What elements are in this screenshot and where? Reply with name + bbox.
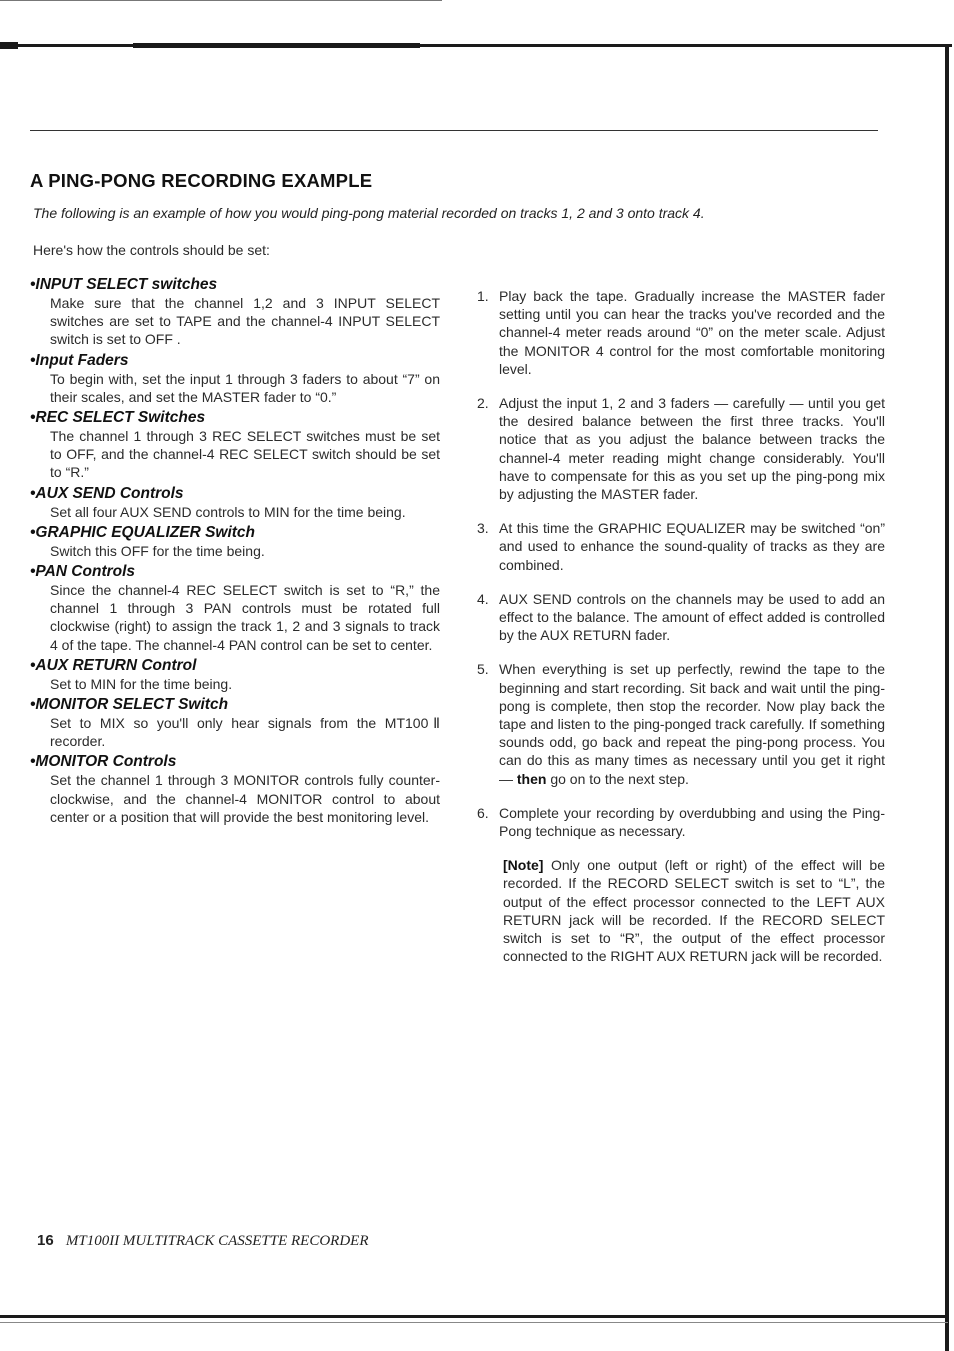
step-item [477, 519, 885, 574]
step-number: 6. [477, 804, 489, 821]
page-number: 16 [37, 1232, 54, 1249]
control-settings-column [30, 275, 440, 828]
section-body: Set all four AUX SEND controls to MIN for the time being. [50, 503, 406, 520]
step-text: Adjust the input 1, 2 and 3 faders — carefully — until you get the desired balance between the first three tracks. You'll notice that as you adjust the balance between tracks the channel-4 meter reading might change considerably. You'll have to compensate for this as you set up the ping-pong mix by adjusting the MASTER fader. [499, 395, 885, 503]
step-item [477, 394, 885, 503]
section-graphic-eq [30, 523, 440, 560]
step-item [477, 287, 885, 378]
lead-text: Here's how the controls should be set: [33, 242, 270, 258]
step-text-part: When everything is set up perfectly, rewind the tape to the beginning and start recording. Sit back and wait until the ping-pong is complete, then stop the recorder. Now play back the tape and listen to the ping-ponged track carefully. If something sounds odd, go back and repeat the ping-pong process. You can do this as many times as necessary until you get it right — [499, 661, 885, 787]
section-body: To begin with, set the input 1 through 3 faders to about “7” on their scales, and set the MASTER fader to “0.” [50, 370, 440, 405]
step-item [477, 590, 885, 645]
section-title: •MONITOR Controls [30, 753, 177, 771]
procedure-column [477, 287, 885, 966]
step-number: 5. [477, 661, 489, 678]
page-footer [37, 1232, 368, 1250]
intro-text: The following is an example of how you would ping-pong material recorded on tracks 1, 2 and 3 onto track 4. [33, 205, 705, 221]
section-input-select [30, 275, 440, 349]
header-rule-mark-left [0, 42, 18, 49]
step-number: 3. [477, 520, 489, 537]
section-title: •Input Faders [30, 351, 129, 369]
section-body: Switch this OFF for the time being. [50, 542, 265, 559]
section-aux-return [30, 656, 440, 693]
section-title: •AUX SEND Controls [30, 484, 184, 502]
section-body: The channel 1 through 3 REC SELECT switches must be set to OFF, and the channel-4 REC SELECT switch should be set to “R.” [50, 428, 440, 481]
step-text: Play back the tape. Gradually increase the MASTER fader setting until you can hear the tracks you've recorded and the channel-4 meter reads around “0” on the meter scale. Adjust the MONITOR 4 control for the most comfortable monitoring level. [499, 288, 885, 377]
step-text: Complete your recording by overdubbing and using the Ping-Pong technique as necessary. [499, 804, 885, 840]
step-number: 4. [477, 590, 489, 607]
step-item [477, 660, 885, 787]
note-label: [Note] [503, 857, 544, 874]
section-body: Since the channel-4 REC SELECT switch is set to “R,” the channel 1 through 3 PAN controls must be rotated full clockwise (right) to assign the track 1, 2 and 3 signals to track 4 of the tape. The channel-4 PAN control can be set to center. [50, 582, 440, 653]
step-text-part: go on to the next step. [546, 770, 689, 787]
section-body: Set the channel 1 through 3 MONITOR controls fully counter-clockwise, and the channel-4 MONITOR control to about center or a position that will provide the best monitoring level. [50, 772, 440, 825]
step-item [477, 804, 885, 840]
top-thin-rule [0, 0, 442, 1]
section-body: Make sure that the channel 1,2 and 3 INPUT SELECT switches are set to TAPE and the channel-4 INPUT SELECT switch is set to OFF . [50, 295, 440, 348]
title-rule [30, 130, 878, 131]
section-pan [30, 562, 440, 654]
page-edge-rule [945, 46, 949, 1351]
section-rec-select [30, 408, 440, 482]
section-title: •PAN Controls [30, 563, 136, 581]
note-block [503, 856, 885, 965]
page-title: A PING-PONG RECORDING EXAMPLE [30, 170, 373, 191]
step-text [499, 660, 885, 787]
footer-thin-rule [0, 1322, 948, 1323]
section-title: •MONITOR SELECT Switch [30, 696, 229, 714]
section-input-faders [30, 351, 440, 406]
section-aux-send [30, 484, 440, 521]
section-title: •GRAPHIC EQUALIZER Switch [30, 523, 256, 541]
step-text: At this time the GRAPHIC EQUALIZER may be switched “on” and used to enhance the sound-quality of tracks as they are combined. [499, 520, 885, 573]
step-number: 2. [477, 395, 489, 412]
section-body: Set to MIN for the time being. [50, 675, 233, 692]
section-body: Set to MIX so you'll only hear signals from the MT100Ⅱ recorder. [50, 715, 440, 750]
header-rule-mark-mid [133, 43, 420, 48]
section-title: •AUX RETURN Control [30, 656, 197, 674]
footer-title: MT100II MULTITRACK CASSETTE RECORDER [65, 1233, 369, 1249]
step-text: AUX SEND controls on the channels may be used to add an effect to the balance. The amount of effect added is controlled by the AUX RETURN fader. [499, 590, 885, 644]
footer-rule [0, 1315, 948, 1318]
section-title: •REC SELECT Switches [30, 409, 206, 427]
step-number: 1. [477, 288, 489, 304]
note-body: Only one output (left or right) of the effect will be recorded. If the RECORD SELECT switch is set to “L”, the output of the effect processor connected to the LEFT AUX RETURN jack will be recorded. If the RECORD SELECT switch is set to “R”, the output of the effect processor connected to the RIGHT AUX RETURN jack will be recorded. [503, 857, 885, 965]
section-title: •INPUT SELECT switches [30, 276, 218, 293]
step-text-emphasis: then [516, 770, 547, 787]
section-monitor-select [30, 695, 440, 750]
section-monitor-controls [30, 752, 440, 826]
